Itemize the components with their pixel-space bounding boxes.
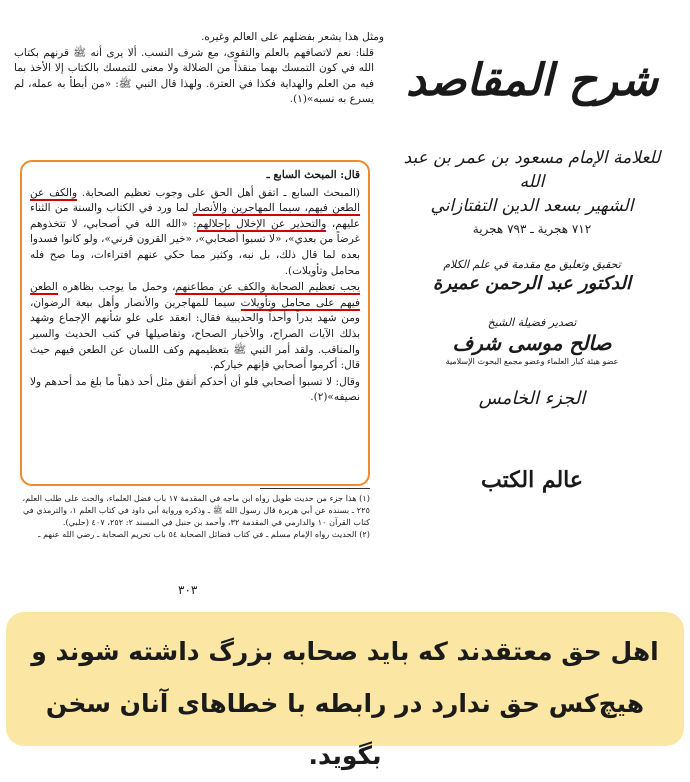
presenter-name: صالح موسى شرف bbox=[452, 331, 612, 355]
section-paragraph-1 bbox=[30, 186, 360, 280]
author-dates: ٧١٢ هجرية ـ ٧٩٣ هجرية bbox=[472, 222, 592, 236]
presenter-label: تصدير فضيلة الشيخ bbox=[487, 316, 577, 329]
text-span: : «الله الله في أصحابي، لا تتخذوهم غرضاً من بعدي»، «لا تسبوا أصحابي»، «خير القرون قرني»، ولو كانوا فسدوا بعده لما قال ذلك، بل نبه، وكثير مما حكي عنهم افتراءات، وما صح فله محامل وتأويلات). bbox=[30, 217, 360, 277]
top-paragraph: قلنا: نعم لاتصافهم بالعلم والتقوى، مع شرف النسب. ألا يرى أنه ﷺ قرنهم بكتاب الله في كون التمسك بهما منقذاً من الضلالة ولا معنى للتمسك بالكتاب إلا الأخذ بما فيه من العلم والهداية فكذا في العترة. ولهذا قال النبي ﷺ: «من أبطأ به عمله، لم يسرع به نسبه»(١). bbox=[14, 46, 374, 105]
editor-name: الدكتور عبد الرحمن عميرة bbox=[433, 273, 631, 294]
author-line-2: الشهير بسعد الدين التفتازاني bbox=[430, 196, 634, 216]
text-span: سيما للمهاجرين والأنصار وأهل بيعة الرضوان، ومن شهد بدراً وأحداً والحديبية فقال: انعقد على علو شأنهم الإجماع وشهد بذلك الآيات الصراح، والأخبار الصحاح، وتفاصيلها في كتب الحديث والسير والمناقب. ولقد أمر النبي ﷺ بتعظيمهم وكف اللسان عن الطعن فيهم حيث قال: أكرموا أصحابي فإنهم خياركم. bbox=[30, 296, 360, 372]
presenter-title: عضو هيئة كبار العلماء وعضو مجمع البحوث الإسلامية bbox=[445, 357, 619, 366]
footnotes bbox=[20, 492, 370, 540]
book-title: شرح المقاصد bbox=[405, 55, 659, 106]
author-line-1: للعلامة الإمام مسعود بن عمر بن عبد الله bbox=[403, 148, 661, 192]
section-paragraph-3: وقال: لا تسبوا أصحابي فلو أن أحدكم أنفق مثل أحد ذهباً ما بلغ مد أحدهم ولا نصيفه»(٢). bbox=[30, 375, 360, 404]
underlined-phrase: يجب تعظيم الصحابة والكف عن مطاعنهم bbox=[175, 281, 360, 294]
volume-label: الجزء الخامس bbox=[478, 388, 586, 409]
underlined-phrase: والتحذير عن الإخلال بإجلالهم bbox=[196, 217, 327, 230]
underlined-phrase: والكف عن الطعن فيهم، سيما المهاجرين والأنصار bbox=[30, 186, 360, 215]
publisher-name: عالم الكتب bbox=[480, 467, 584, 493]
page-number: ٣٠٣ bbox=[178, 583, 198, 597]
section-paragraph-2 bbox=[30, 280, 360, 374]
top-line: ومثل هذا يشعر بفضلهم على العالم وغيره. bbox=[200, 31, 384, 43]
text-span: لما ورد في الكتاب والسنة من الثناء عليهم، bbox=[30, 202, 360, 230]
text-span: ، وحمل ما يوجب بظاهره bbox=[57, 281, 176, 294]
section-heading: قال: المبحث السابع ـ bbox=[266, 169, 360, 181]
title-page bbox=[392, 40, 672, 493]
caption-line-2: هیچ‌کس حق ندارد در رابطه با خطاهای آنان سخن بگوید. bbox=[45, 689, 645, 770]
footnote-1: (١) هذا جزء من حديث طويل رواه ابن ماجه في المقدمة ١٧ باب فضل العلماء، والحث على طلب العلم، ٢٢٥ ـ بسنده عن أبي هريرة قال رسول الله ﷺ ـ وذكره ورواية أبي داود في كتاب العلم ١، والترمذي في كتاب القرآن ١٠ والدارمي في المقدمة ٣٢، وأحمد بن حنبل في المسند ٢: ٢٥٢، ٤٠٧ (حلبي). bbox=[22, 493, 370, 527]
highlighted-section-box bbox=[20, 160, 370, 486]
footnote-2: (٢) الحديث رواه الإمام مسلم ـ في كتاب فضائل الصحابة ٥٤ باب تحريم الصحابة ـ رضي الله عنهم ـ bbox=[38, 529, 370, 539]
underlined-phrase: الطعن فيهم على محامل وتأويلات bbox=[30, 281, 360, 309]
text-span: (المبحث السابع ـ اتفق أهل الحق على وجوب تعظيم الصحابة. bbox=[77, 186, 360, 199]
editor-label: تحقيق وتعليق مع مقدمة في علم الكلام bbox=[443, 258, 621, 271]
left-page-text bbox=[14, 30, 384, 108]
caption-line-1: اهل حق معتقدند که باید صحابه بزرگ داشته شوند و bbox=[31, 637, 659, 666]
persian-caption bbox=[6, 612, 684, 770]
footnote-divider bbox=[260, 488, 370, 489]
